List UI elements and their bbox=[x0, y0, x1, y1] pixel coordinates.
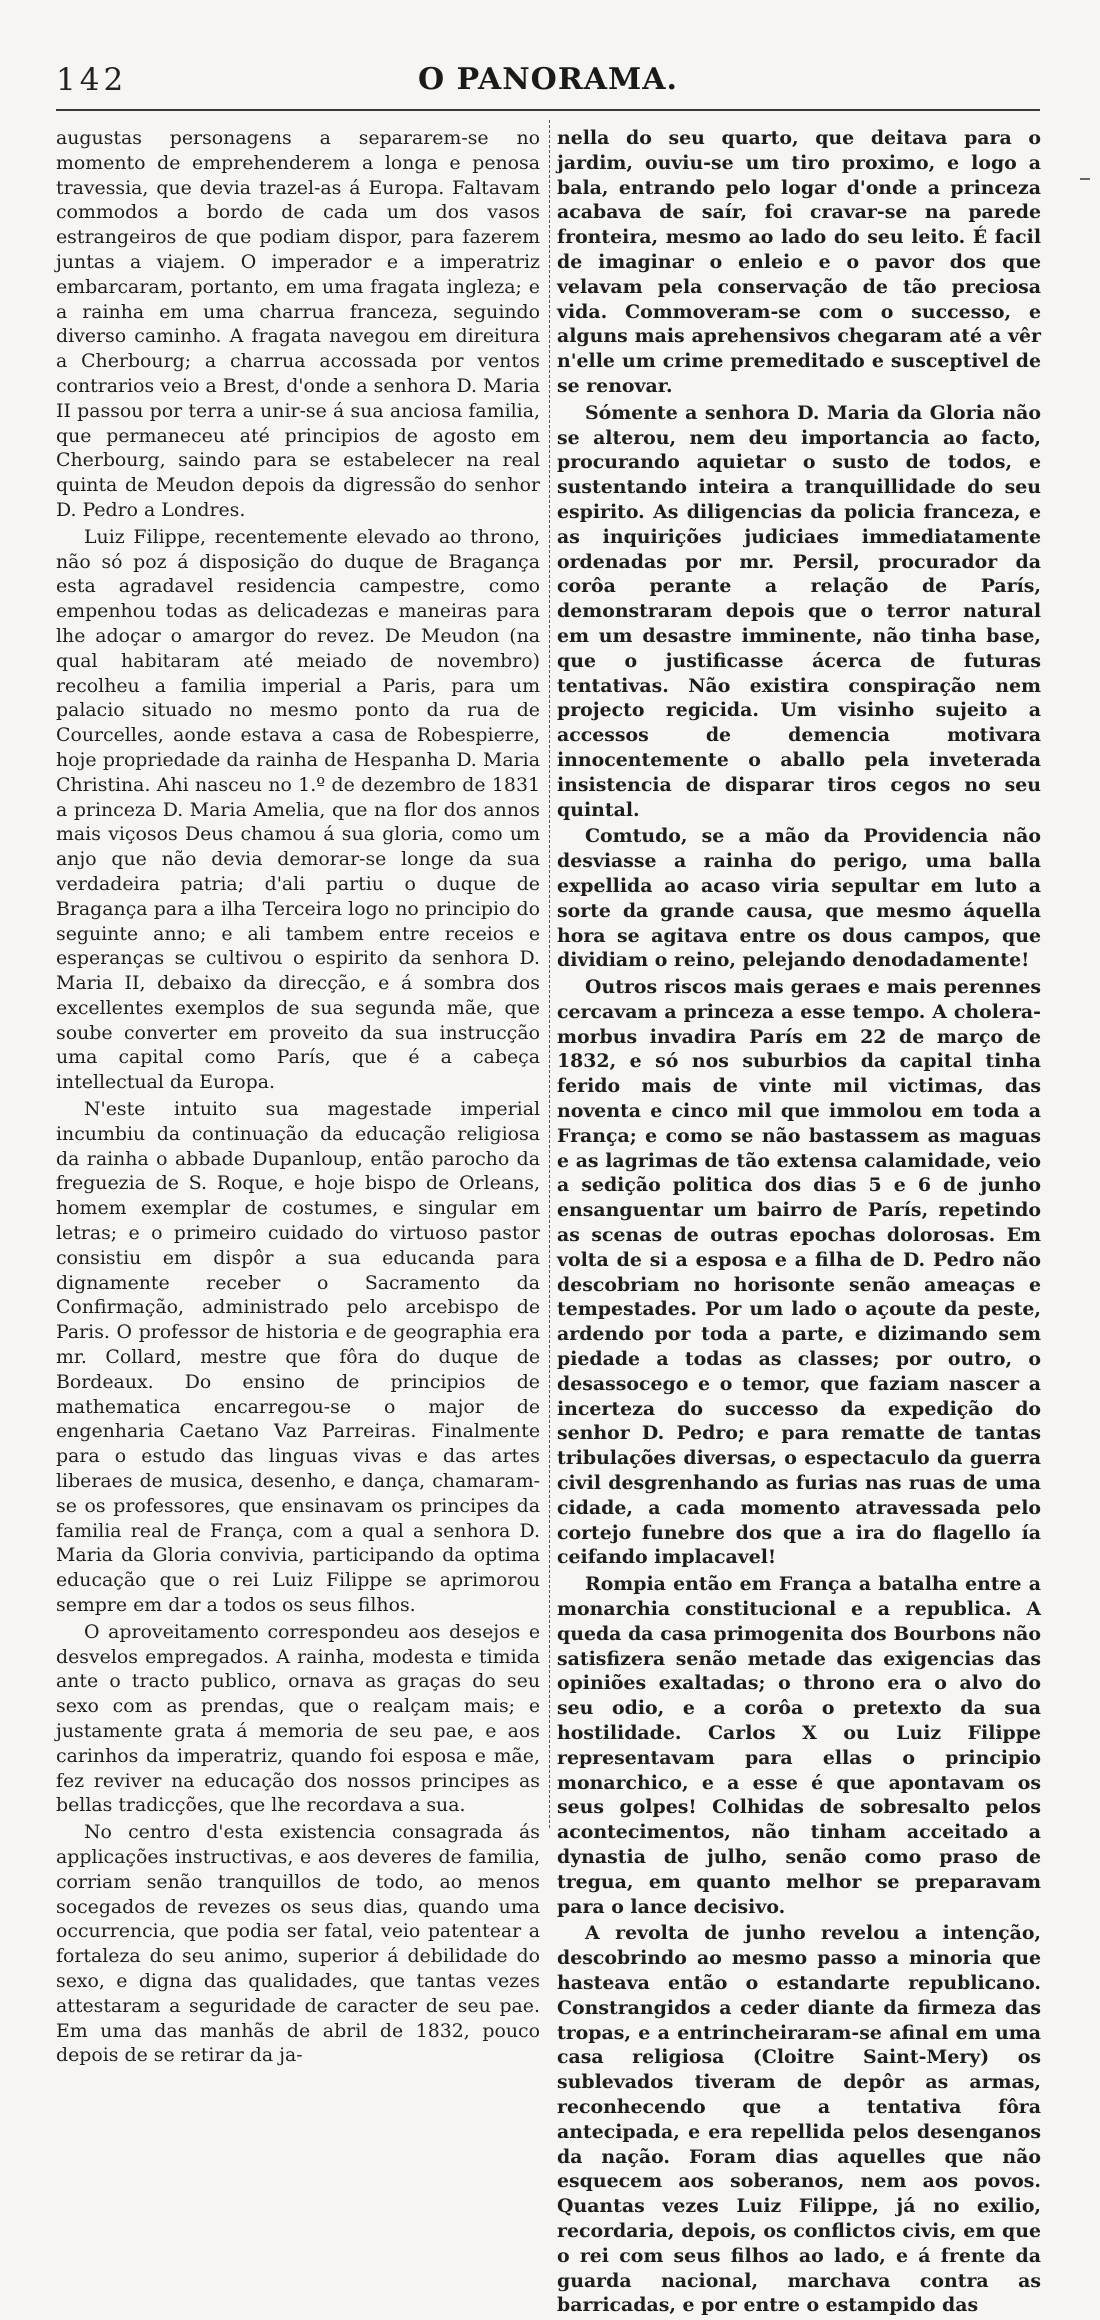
header-rule bbox=[56, 109, 1040, 111]
paragraph: Sómente a senhora D. Maria da Gloria não se alterou, nem deu importancia ao facto, procurando aquietar o susto de todos, e sustentando inteira a tranquillidade do seu espirito. As diligencias da policia franceza, e as inquirições judiciaes immediatamente ordenadas por mr. Persil, procurador da corôa perante a relação de París, demonstraram depois que o terror natural em um desastre imminente, não tinha base, que o justificasse ácerca de futuras tentativas. Não existira conspiração nem projecto regicida. Um visinho sujeito a accessos de demencia motivara innocentemente o aballo pela inveterada insistencia de disparar tiros cegos no seu quintal. bbox=[557, 401, 1041, 821]
paragraph: Comtudo, se a mão da Providencia não desviasse a rainha do perigo, uma balla expellida ao acaso viria sepultar em luto a sorte da grande causa, que mesmo áquella hora se agitava entre os dous campos, que dividiam o reino, pelejando denodadamente! bbox=[557, 825, 1041, 972]
left-column bbox=[56, 126, 540, 2070]
paragraph: A revolta de junho revelou a intenção, descobrindo ao mesmo passo a minoria que hasteava então o estandarte republicano. Constrangidos a ceder diante da firmeza das tropas, e a entrincheiraram-se afinal em uma casa religiosa (Cloitre Saint-Mery) os sublevados tiveram de depôr as armas, reconhecendo que a tentativa fôra antecipada, e era repellida pelos desenganos da nação. Foram dias aquelles que não esquecem aos soberanos, nem aos povos. Quantas vezes Luiz Filippe, já no exilio, recordaria, depois, os conflictos civis, em que o rei com seus filhos ao lado, e á frente da guarda nacional, marchava contra as barricadas, e por entre o estampido das bbox=[557, 1922, 1041, 2317]
paragraph: O aproveitamento correspondeu aos desejos e desvelos empregados. A rainha, modesta e timida ante o tracto publico, ornava as graças do seu sexo com as prendas, que o realçam mais; e justamente grata á memoria de seu pae, e aos carinhos da imperatriz, quando foi esposa e mãe, fez reviver na educação dos nossos principes as bellas tradicções, que lhe recordava a sua. bbox=[56, 1620, 540, 1817]
journal-title: O PANORAMA. bbox=[418, 62, 678, 97]
margin-mark bbox=[1080, 178, 1090, 180]
paragraph: augustas personagens a separarem-se no momento de emprehenderem a longa e penosa travessia, que devia trazel-as á Europa. Faltavam commodos a bordo de cada um dos vasos estrangeiros de que podiam dispor, para fazerem juntas a viajem. O imperador e a imperatriz embarcaram, portanto, em uma fragata ingleza; e a rainha em uma charrua franceza, seguindo diverso caminho. A fragata navegou em direitura a Cherbourg; a charrua accossada por ventos contrarios veio a Brest, d'onde a senhora D. Maria II passou por terra a unir-se á sua anciosa familia, que permaneceu até principios de agosto em Cherbourg, saindo para se estabelecer na real quinta de Meudon depois da digressão do senhor D. Pedro a Londres. bbox=[56, 127, 540, 521]
paragraph: N'este intuito sua magestade imperial incumbiu da continuação da educação religiosa da rainha o abbade Dupanloup, então parocho da freguezia de S. Roque, e hoje bispo de Orleans, homem exemplar de costumes, e singular em letras; e o primeiro cuidado do virtuoso pastor consistiu em dispôr a sua educanda para dignamente receber o Sacramento da Confirmação, administrado pelo arcebispo de Paris. O professor de historia e de geographia era mr. Collard, mestre que fôra do duque de Bordeaux. Do ensino de principios de mathematica encarregou-se o major de engenharia Caetano Vaz Parreiras. Finalmente para o estudo das linguas vivas e das artes liberaes de musica, desenho, e dança, chamaram-se os professores, que ensinavam os principes da familia real de França, com a qual a senhora D. Maria da Gloria convivia, participando da optima educação que o rei Luiz Filippe se aprimorou sempre em dar a todos os seus filhos. bbox=[56, 1098, 540, 1617]
right-column bbox=[557, 126, 1041, 2320]
paragraph: Rompia então em França a batalha entre a monarchia constitucional e a republica. A queda da casa primogenita dos Bourbons não satisfizera senão metade das exigencias das opiniões exaltadas; o throno era o alvo do seu odio, e a corôa o pretexto da sua hostilidade. Carlos X ou Luiz Filippe representavam para ellas o principio monarchico, e a esse é que apontavam os seus golpes! Colhidas de sobresalto pelos acontecimentos, não tinham acceitado a dynastia de julho, senão como praso de tregua, em quanto melhor se preparavam para o lance decisivo. bbox=[557, 1573, 1041, 1918]
paragraph: Outros riscos mais geraes e mais perennes cercavam a princeza a esse tempo. A cholera-morbus invadira París em 22 de março de 1832, e só nos suburbios da capital tinha ferido mais de vinte mil victimas, das noventa e cinco mil que immolou em toda a França; e como se não bastassem as maguas e as lagrimas de tão extensa calamidade, veio a sedição politica dos dias 5 e 6 de junho ensanguentar um bairro de París, repetindo as scenas de outras epochas dolorosas. Em volta de si a esposa e a filha de D. Pedro não descobriam no horisonte senão ameaças e tempestades. Por um lado o açoute da peste, ardendo por toda a parte, e dizimando sem piedade a todas as classes; por outro, o desassocego e o temor, que faziam nascer a incerteza do successo da expedição do senhor D. Pedro; e para rematte de tantas tribulações diversas, o espectaculo da guerra civil desgrenhando as furias nas ruas de uma cidade, a cada momento atravessada pelo cortejo funebre dos que a ira do flagello ía ceifando implacavel! bbox=[557, 976, 1041, 1569]
paragraph: No centro d'esta existencia consagrada ás applicações instructivas, e aos deveres de familia, corriam senão tranquillos de todo, ao menos socegados de revezes os seus dias, quando uma occurrencia, que podia ser fatal, veio patentear a fortaleza do seu animo, superior á debilidade do sexo, e digna das qualidades, que tantas vezes attestaram a seguridade de caracter de seu pae. Em uma das manhãs de abril de 1832, pouco depois de se retirar da ja- bbox=[56, 1821, 540, 2067]
column-divider bbox=[549, 120, 550, 1828]
paragraph: nella do seu quarto, que deitava para o jardim, ouviu-se um tiro proximo, e logo a bala, entrando pelo logar d'onde a princeza acabava de saír, foi cravar-se na parede fronteira, mesmo ao lado do seu leito. É facil de imaginar o enleio e o pavor dos que velavam pela conservação de tão preciosa vida. Commoveram-se com o successo, e alguns mais aprehensivos chegaram até a vêr n'elle um crime premeditado e susceptivel de se renovar. bbox=[557, 127, 1041, 397]
paragraph: Luiz Filippe, recentemente elevado ao throno, não só poz á disposição do duque de Bragança esta agradavel residencia campestre, como empenhou todas as delicadezas e maneiras para lhe adoçar o amargor do revez. De Meudon (na qual habitaram até meiado de novembro) recolheu a familia imperial a Paris, para um palacio situado no mesmo ponto da rua de Courcelles, aonde estava a casa de Robespierre, hoje propriedade da rainha de Hespanha D. Maria Christina. Ahi nasceu no 1.º de dezembro de 1831 a princeza D. Maria Amelia, que na flor dos annos mais viçosos Deus chamou á sua gloria, como um anjo que não devia demorar-se longe da sua verdadeira patria; d'ali partiu o duque de Bragança para a ilha Terceira logo no principio do seguinte anno; e ali tambem entre receios e esperanças se cultivou o espirito da senhora D. Maria II, debaixo da direcção, e á sombra dos excellentes exemplos de sua segunda mãe, que soube converter em proveito da sua instrucção uma capital como París, que é a cabeça intellectual da Europa. bbox=[56, 525, 540, 1094]
page-number: 142 bbox=[56, 62, 128, 98]
page-header bbox=[56, 58, 1040, 106]
